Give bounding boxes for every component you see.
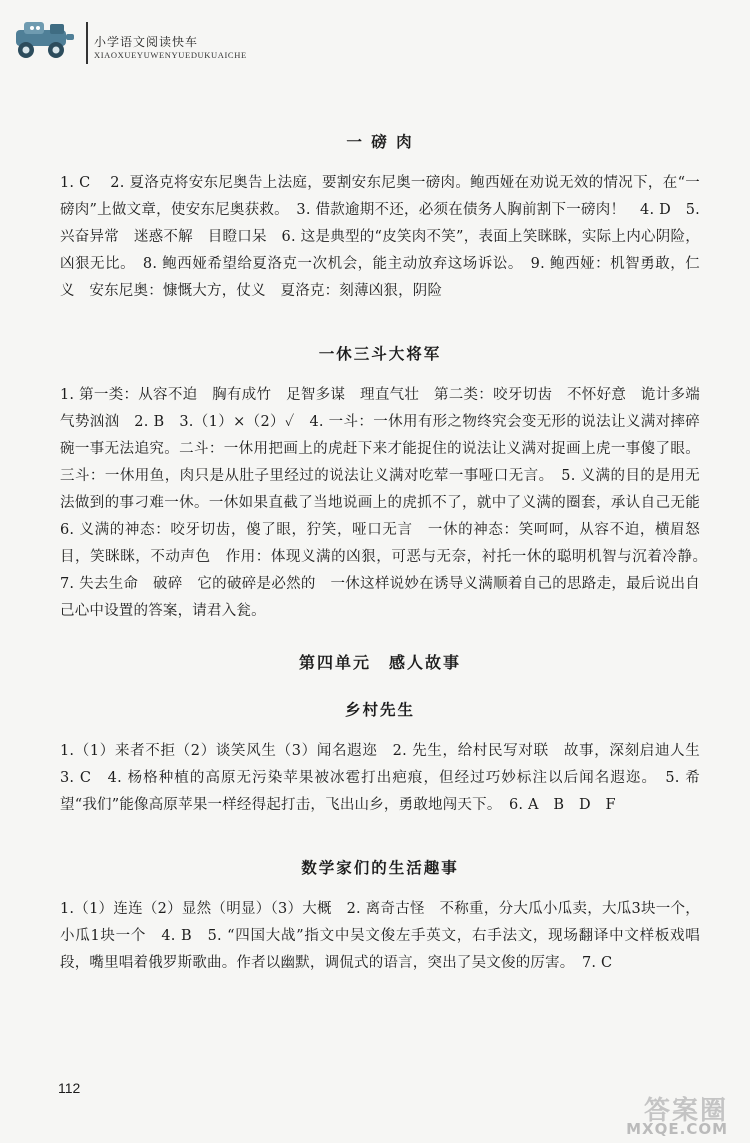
header-divider [86,22,88,64]
watermark-logo [600,1090,740,1140]
unit-heading-block [60,650,700,673]
page-header [10,14,340,64]
section-yi-bang-rou [60,130,700,305]
section-title: 乡村先生 [344,701,415,719]
header-title: 小学语文阅读快车 [94,35,199,49]
section-answers: 1. C 2. 夏洛克将安东尼奥告上法庭，要割安东尼奥一磅肉。鲍西娅在劝说无效的情况下，在“一磅肉”上做文章，使安东尼奥获救。 3. 借款逾期不还，必须在债务人胸前割下一磅肉！ 4. D 5. 兴奋异常 迷惑不解 目瞪口呆 6. 这是典型的“皮笑肉不笑”，表面上笑眯眯，实际上内心阴险，凶狠无比。 8. 鲍西娅希望给夏洛克一次机会，能主动放弃这场诉讼。 9. 鲍西娅：机智勇敢，仁义 安东尼奥：慷慨大方，仗义 夏洛克：刻薄凶狠，阴险 [60,175,700,299]
section-title: 数学家们的生活趣事 [301,859,459,877]
section-answers: 1.（1）连连（2）显然（明显）（3）大概 2. 离奇古怪 不称重，分大瓜小瓜卖，大瓜3块一个，小瓜1块一个 4. B 5. “四国大战”指文中吴文俊左手英文，右手法文，现场翻译中文样板戏唱段，嘴里唱着俄罗斯歌曲。作者以幽默，调侃式的语言，突出了吴文俊的厉害。 7. C [60,901,700,971]
vehicle-logo-icon [10,14,80,62]
watermark-text: 答案圈 [643,1096,728,1126]
unit-title: 第四单元 感人故事 [298,653,461,672]
section-answers: 1. 第一类：从容不迫 胸有成竹 足智多谋 理直气壮 第二类：咬牙切齿 不怀好意 诡计多端 气势汹汹 2. B 3.（1）×（2）✓ 4. 一斗：一休用有形之物终究会变无形的说法让义满对摔碎碗一事无法追究。二斗：一休用把画上的虎赶下来才能捉住的说法让义满对捉画上虎一事傻了眼。三斗：一休用鱼，肉只是从肚子里经过的说法让义满对吃荤一事哑口无言。 5. 义满的目的是用无法做到的事刁难一休。一休如果直截了当地说画上的虎抓不了，就中了义满的圈套，承认自己无能 6. 义满的神态：咬牙切齿，傻了眼，狞笑，哑口无言 一休的神态：笑呵呵，从容不迫，横眉怒目，笑眯眯，不动声色 作用：体现义满的凶狠，可恶与无奈，衬托一休的聪明机智与沉着冷静。 7. 失去生命 破碎 它的破碎是必然的 一休这样说妙在诱导义满顺着自己的思路走，最后说出自己心中设置的答案，请君入瓮。 [60,387,715,619]
watermark-url: MXQE.COM [626,1120,728,1138]
header-subtitle: XIAOXUEYUWENYUEDUKUAICHE [94,50,247,60]
section-xiangcun [60,698,715,819]
section-answers: 1.（1）来者不拒（2）谈笑风生（3）闻名遐迩 2. 先生，给村民写对联 故事，深刻启迪人生 3. C 4. 杨格种植的高原无污染苹果被冰雹打出疤痕，但经过巧妙标注以后闻名遐迩。 5. 希望“我们”能像高原苹果一样经得起打击，飞出山乡，勇敢地闯天下。 6. A B D F [60,743,715,813]
section-yixiu [60,342,715,625]
section-title: 一 磅 肉 [346,133,414,151]
section-shuxuejia [60,856,700,977]
section-title: 一休三斗大将军 [318,345,442,363]
page-number: 112 [58,1080,81,1096]
